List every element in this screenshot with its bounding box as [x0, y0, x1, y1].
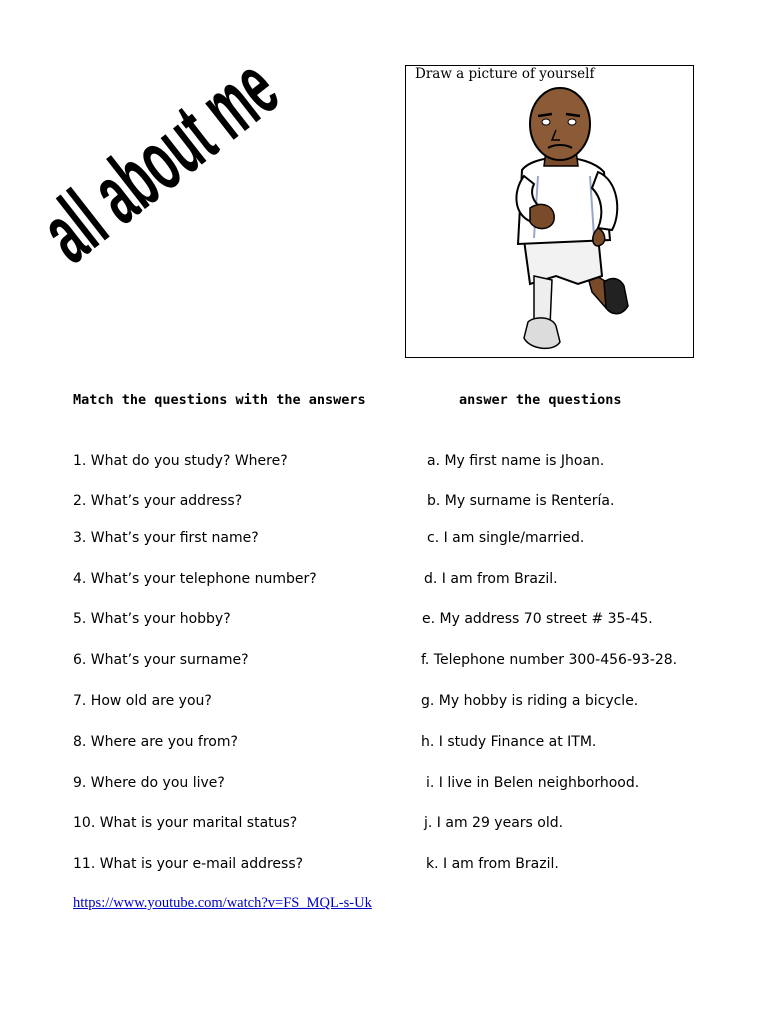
question-3: 3. What’s your first name?: [73, 530, 259, 546]
answer-c: c. I am single/married.: [427, 530, 585, 546]
question-1: 1. What do you study? Where?: [73, 453, 288, 469]
footballer-illustration: [494, 80, 634, 352]
question-7: 7. How old are you?: [73, 693, 212, 709]
question-5: 5. What’s your hobby?: [73, 611, 231, 627]
answer-d: d. I am from Brazil.: [424, 571, 558, 587]
question-6: 6. What’s your surname?: [73, 652, 249, 668]
worksheet-title: [23, 38, 306, 281]
answer-a: a. My first name is Jhoan.: [427, 453, 605, 469]
question-10: 10. What is your marital status?: [73, 815, 298, 831]
answer-h: h. I study Finance at ITM.: [421, 734, 597, 750]
answer-k: k. I am from Brazil.: [426, 856, 559, 872]
answer-i: i. I live in Belen neighborhood.: [426, 775, 640, 791]
picture-box: [405, 65, 694, 358]
title-text: all about me: [23, 38, 296, 281]
match-instructions: Match the questions with the answers: [73, 392, 366, 408]
answer-e: e. My address 70 street # 35-45.: [422, 611, 653, 627]
question-2: 2. What’s your address?: [73, 493, 243, 509]
answer-j: j. I am 29 years old.: [424, 815, 564, 831]
answer-instructions: answer the questions: [459, 392, 622, 408]
question-4: 4. What’s your telephone number?: [73, 571, 317, 587]
answer-f: f. Telephone number 300-456-93-28.: [421, 652, 678, 668]
question-9: 9. Where do you live?: [73, 775, 225, 791]
youtube-link[interactable]: https://www.youtube.com/watch?v=FS_MQL-s-Uk: [73, 895, 372, 911]
question-11: 11. What is your e-mail address?: [73, 856, 304, 872]
question-8: 8. Where are you from?: [73, 734, 238, 750]
picture-caption: Draw a picture of yourself: [415, 66, 595, 82]
answer-b: b. My surname is Rentería.: [427, 493, 615, 509]
answer-g: g. My hobby is riding a bicycle.: [421, 693, 639, 709]
